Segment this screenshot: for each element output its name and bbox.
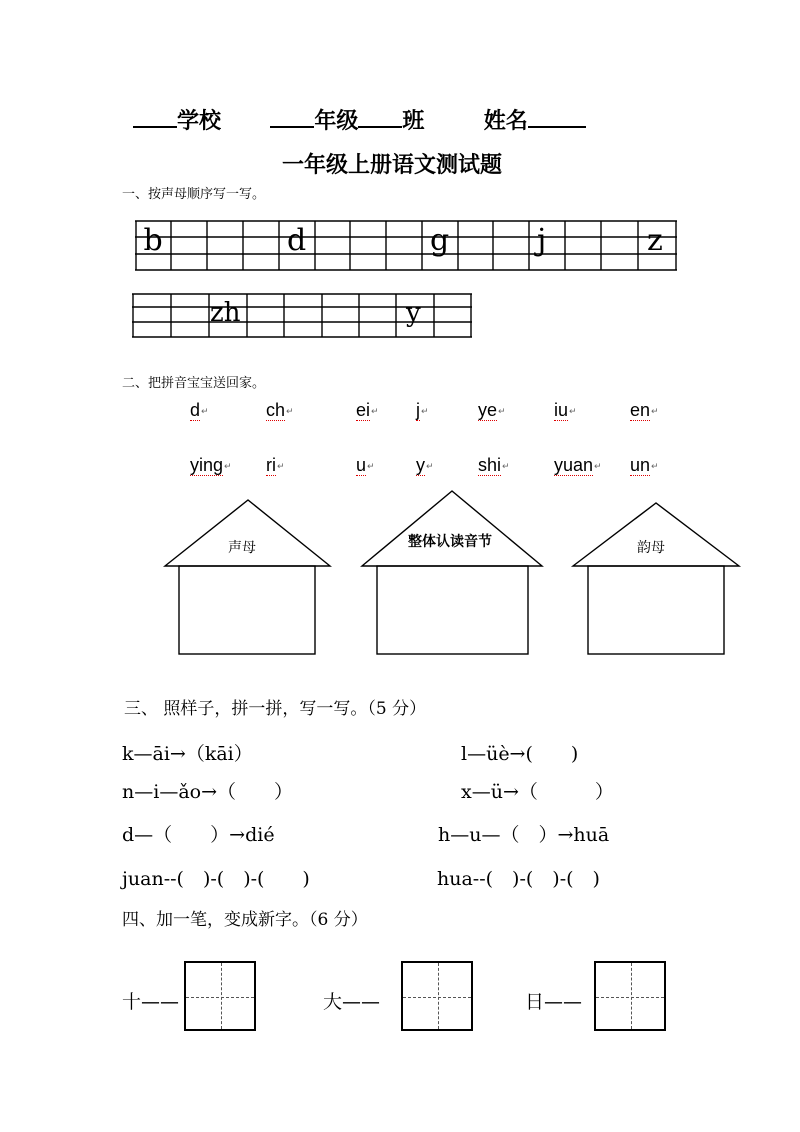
example-line-4-right: hua--( )-( )-( ) (437, 868, 600, 890)
return-mark-icon: ↵ (201, 405, 209, 416)
pinyin-text: iu (554, 400, 569, 420)
example-line-3-right: h—u—（ ）→huā (438, 824, 610, 846)
house-body-2[interactable] (377, 566, 528, 654)
tianzige-box-1[interactable] (184, 961, 256, 1031)
return-mark-icon: ↵ (569, 405, 577, 416)
grid2-letter-zh: zh (210, 298, 241, 328)
grid1-letter-g: g (430, 223, 450, 258)
char-shi: 十—— (122, 991, 180, 1013)
return-mark-icon: ↵ (277, 460, 285, 471)
pinyin-text: j (416, 400, 420, 420)
pinyin-text: ch (266, 400, 286, 420)
school-label: 学校 (177, 109, 222, 134)
return-mark-icon: ↵ (367, 460, 375, 471)
house-body-1[interactable] (179, 566, 315, 654)
return-mark-icon: ↵ (371, 405, 379, 416)
four-line-grid-1 (135, 220, 679, 272)
pinyin-token-shi[interactable] (478, 455, 510, 476)
pinyin-text: en (630, 400, 651, 420)
return-mark-icon: ↵ (498, 405, 506, 416)
pinyin-token-u[interactable] (356, 455, 375, 476)
section3-title: 三、 照样子，拼一拼，写一写。（5 分） (124, 699, 427, 719)
section1-title: 一、按声母顺序写一写。 (122, 187, 266, 202)
pinyin-token-iu[interactable] (554, 400, 577, 421)
return-mark-icon: ↵ (421, 405, 429, 416)
header-line (133, 104, 586, 135)
example-line-1-left: k—āi→（kāi） (122, 743, 253, 765)
return-mark-icon: ↵ (651, 405, 659, 416)
char-da: 大—— (323, 991, 381, 1013)
pinyin-token-ye[interactable] (478, 400, 506, 421)
grid1-letter-b: b (143, 223, 163, 258)
house-label-zhengti: 整体认读音节 (408, 534, 492, 550)
pinyin-text: y (416, 455, 425, 475)
return-mark-icon: ↵ (286, 405, 294, 416)
return-mark-icon: ↵ (224, 460, 232, 471)
pinyin-text: ei (356, 400, 371, 420)
return-mark-icon: ↵ (594, 460, 602, 471)
pinyin-text: u (356, 455, 367, 475)
houses (0, 480, 800, 670)
pinyin-token-ei[interactable] (356, 400, 379, 421)
pinyin-text: yuan (554, 455, 594, 475)
grade-blank[interactable] (270, 104, 314, 128)
pinyin-token-un[interactable] (630, 455, 659, 476)
house-label-yunmu: 韵母 (637, 540, 665, 556)
house-roof-2 (362, 491, 542, 566)
pinyin-token-ri[interactable] (266, 455, 285, 476)
pinyin-token-yuan[interactable] (554, 455, 602, 476)
pinyin-text: ri (266, 455, 276, 475)
four-line-grid-2 (132, 293, 474, 339)
pinyin-token-en[interactable] (630, 400, 659, 421)
char-ri: 日—— (525, 991, 583, 1013)
name-label: 姓名 (483, 109, 528, 134)
pinyin-token-ying[interactable] (190, 455, 232, 476)
return-mark-icon: ↵ (426, 460, 434, 471)
pinyin-text: un (630, 455, 651, 475)
class-label: 班 (402, 109, 425, 134)
grid1-letter-d: d (287, 223, 307, 258)
grid2-letter-y: y (406, 298, 421, 328)
house-label-shengmu: 声母 (228, 540, 256, 556)
tianzige-box-3[interactable] (594, 961, 666, 1031)
return-mark-icon: ↵ (502, 460, 510, 471)
example-line-3-left: d—（ ）→dié (122, 824, 275, 846)
example-line-4-left: juan--( )-( )-( ) (122, 868, 310, 890)
grade-label: 年级 (314, 109, 359, 134)
grid1-letter-j: j (537, 223, 547, 258)
pinyin-text: d (190, 400, 201, 420)
pinyin-text: ye (478, 400, 498, 420)
section2-title: 二、把拼音宝宝送回家。 (122, 376, 266, 391)
pinyin-token-y[interactable] (416, 455, 434, 476)
pinyin-text: shi (478, 455, 502, 475)
pinyin-token-j[interactable] (416, 400, 429, 421)
school-blank[interactable] (133, 104, 177, 128)
name-blank[interactable] (528, 104, 586, 128)
pinyin-token-d[interactable] (190, 400, 209, 421)
tianzige-box-2[interactable] (401, 961, 473, 1031)
class-blank[interactable] (358, 104, 402, 128)
example-line-2-left: n—i—ǎo→（ ） (122, 781, 294, 803)
house-body-3[interactable] (588, 566, 724, 654)
pinyin-text: ying (190, 455, 224, 475)
page-title: 一年级上册语文测试题 (282, 153, 503, 178)
pinyin-token-ch[interactable] (266, 400, 294, 421)
return-mark-icon: ↵ (651, 460, 659, 471)
example-line-2-right: x—ü→（ ） (461, 781, 614, 803)
section4-title: 四、加一笔，变成新字。（6 分） (122, 910, 368, 930)
grid1-letter-z: z (647, 223, 663, 258)
example-line-1-right: l—üè→( ) (461, 743, 579, 765)
